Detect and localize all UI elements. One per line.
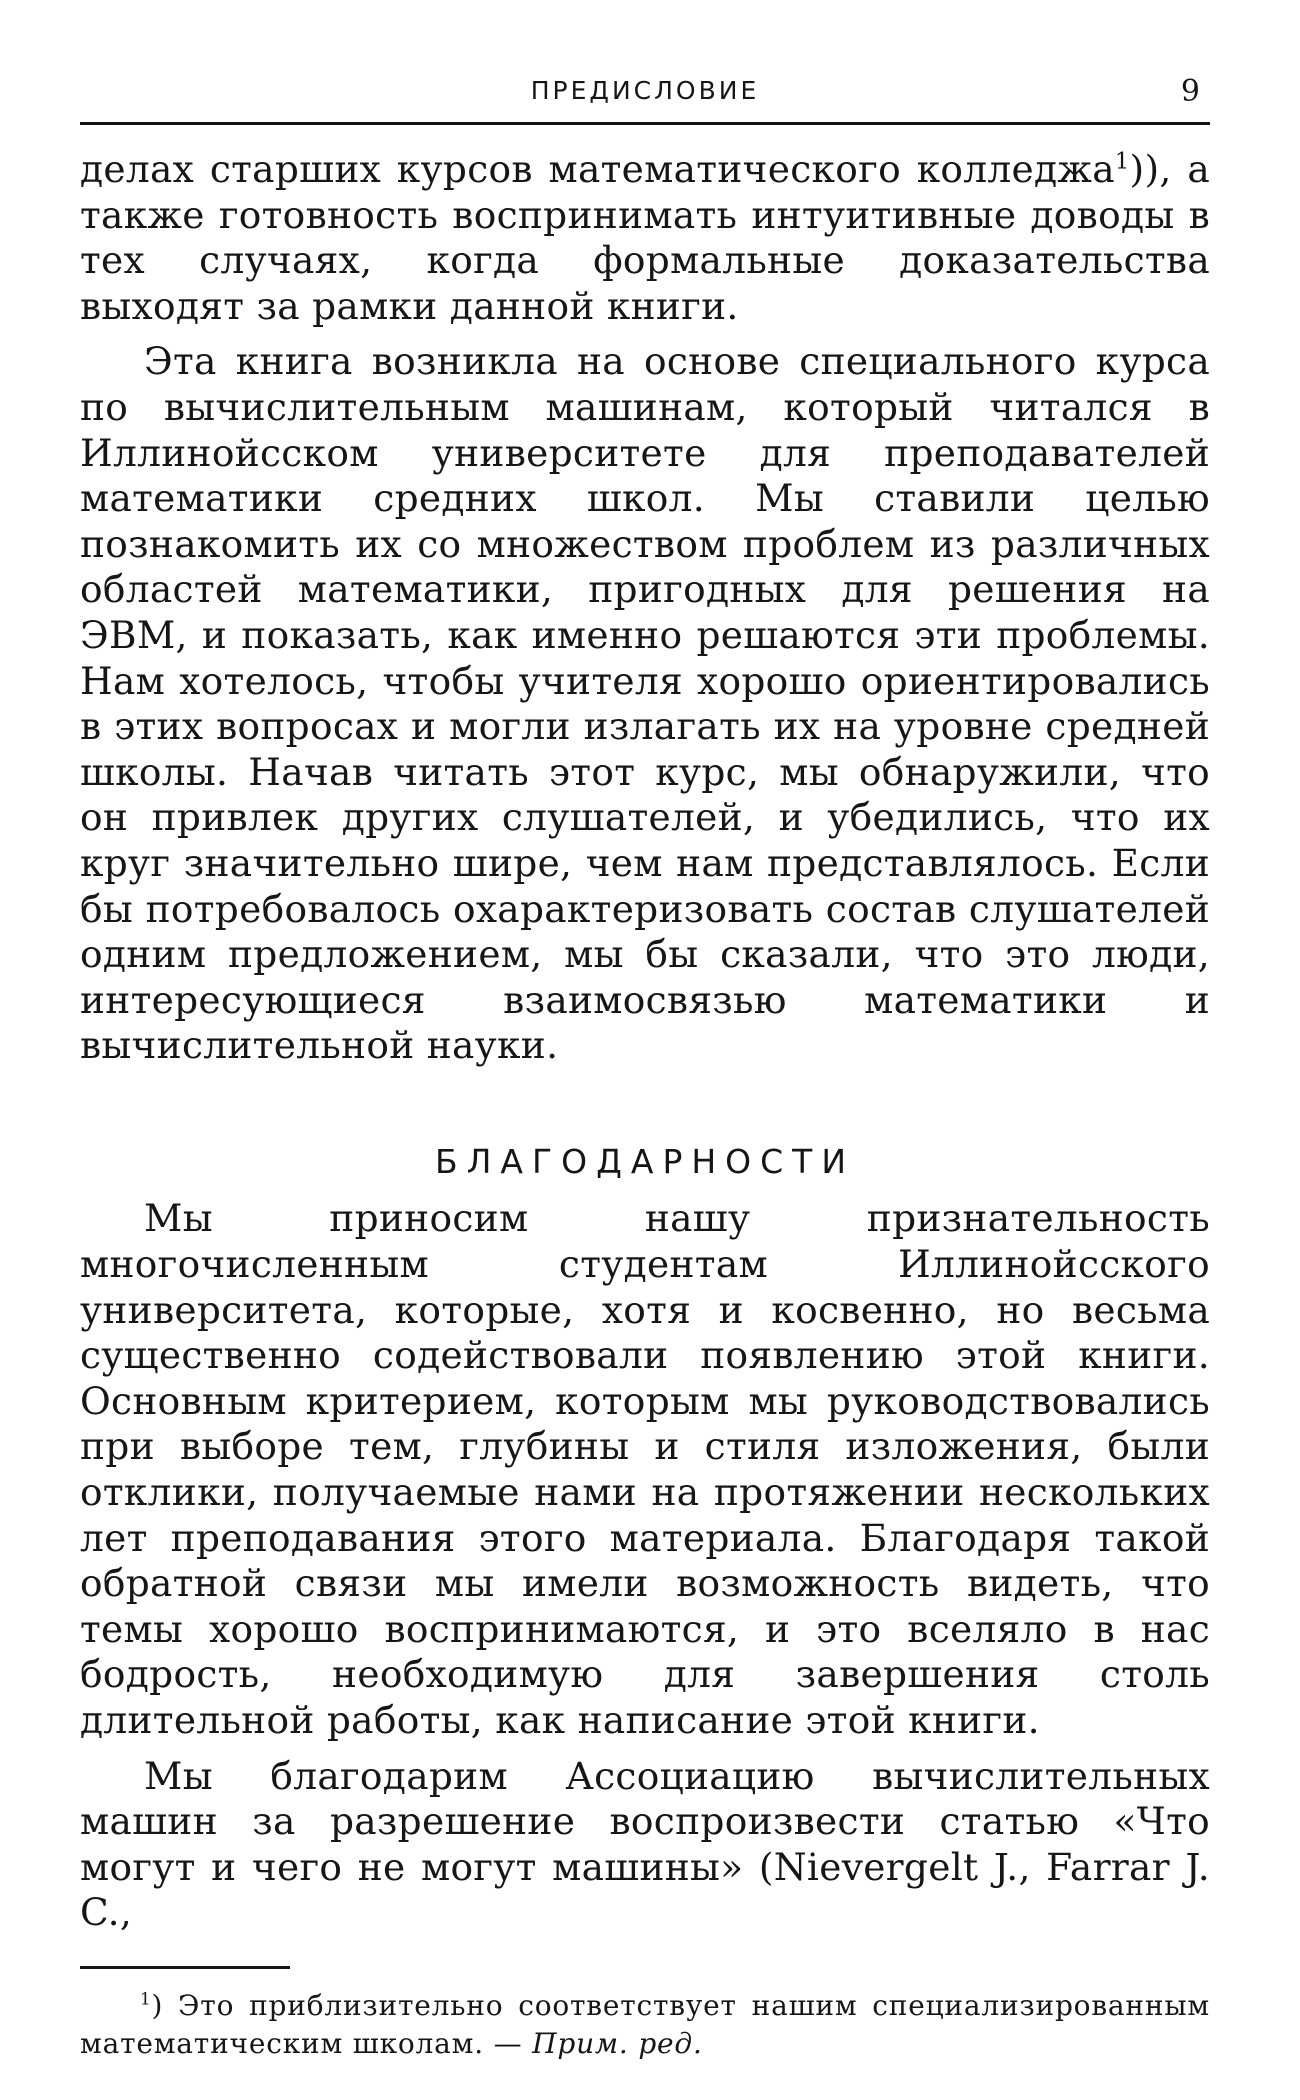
paragraph-text: делах старших курсов математического колледжа	[80, 147, 1115, 191]
main-text	[80, 147, 1210, 1936]
paragraph-continuation: делах старших курсов математического колледжа$^1$)), а также готовность воспринимать интуитивные доводы в тех случаях, когда формальные доказательства выходят за рамки данной книги.	[80, 147, 1211, 328]
book-page	[80, 70, 1210, 2063]
page-number: 9	[1180, 74, 1200, 109]
footnote-text: Это приблизительно соответствует нашим специализированным математическим школам. —	[80, 1988, 1210, 2060]
editor-note: Прим. ред.	[532, 2026, 703, 2060]
paragraph: Мы благодарим Ассоциацию вычислительных машин за разрешение воспроизвести статью «Что могут и чего не могут машины» (Nievergelt J., Farrar J. C.,	[80, 1753, 1210, 1935]
paragraph: Мы приносим нашу признательность многочисленным студентам Иллинойсского университета, которые, хотя и косвенно, но весьма существенно содействовали появлению этой книги. Основным критерием, которым мы руководствовались при выборе тем, глубины и стиля изложения, были отклики, получаемые нами на протяжении нескольких лет преподавания этого материала. Благодаря такой обратной связи мы имели возможность видеть, что темы хорошо воспринимаются, и это вселяло в нас бодрость, необходимую для завершения столь длительной работы, как написание этой книги.	[80, 1196, 1210, 1742]
footnote-marker: 1	[140, 1988, 152, 2009]
page-header	[80, 70, 1210, 125]
paragraph-text: ), а также готовность воспринимать интуитивные доводы в тех случаях, когда формальные доказательства выходят за рамки данной книги.	[80, 147, 1211, 328]
footnote-reference: 1	[1114, 148, 1130, 175]
footnote: $^1$) Это приблизительно соответствует нашим специализированным математическим школам. — Прим. ред.	[80, 1988, 1210, 2060]
footnote-divider	[80, 1966, 290, 1969]
running-head: ПРЕДИСЛОВИЕ	[530, 76, 760, 105]
section-heading: БЛАГОДАРНОСТИ	[434, 1141, 856, 1181]
paragraph: Эта книга возникла на основе специального курса по вычислительным машинам, который читался в Иллинойсском университете для преподавателей математики средних школ. Мы ставили целью познакомить их со множеством проблем из различных областей математики, пригодных для решения на ЭВМ, и показать, как именно решаются эти проблемы. Нам хотелось, чтобы учителя хорошо ориентировались в этих вопросах и могли излагать их на уровне средней школы. Начав читать этот курс, мы обнаружили, что он привлек других слушателей, и убедились, что их круг значительно шире, чем нам представлялось. Если бы потребовалось охарактеризовать состав слушателей одним предложением, мы бы сказали, что это люди, интересующиеся взаимосвязью математики и вычислительной науки.	[80, 339, 1210, 1068]
